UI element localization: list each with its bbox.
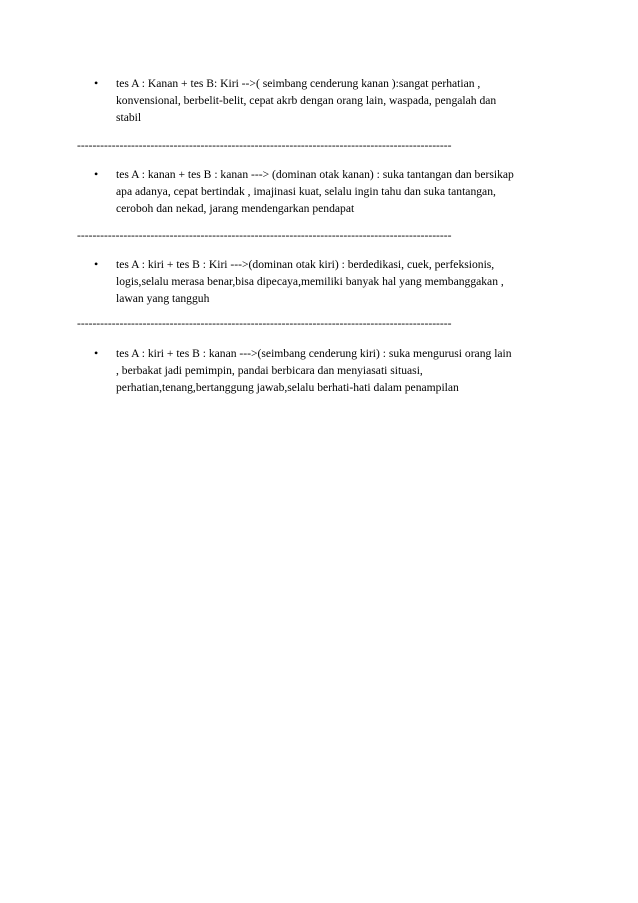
separator-line: -------------------------------------------------------------------------------------------------: [77, 317, 452, 330]
list-item-line: stabil: [116, 111, 142, 124]
list-item: [116, 166, 568, 217]
bullet-icon: •: [94, 76, 99, 90]
list-item-line: konvensional, berbelit-belit, cepat akrb dengan orang lain, waspada, pengalah dan: [116, 94, 497, 107]
list-item-line: , berbakat jadi pemimpin, pandai berbicara dan menyiasati situasi,: [116, 364, 423, 377]
list-item-line: tes A : kiri + tes B : kanan --->(seimbang cenderung kiri) : suka mengurusi orang lain: [116, 347, 512, 360]
list-item: [116, 75, 568, 126]
list-item: [116, 256, 568, 307]
separator-line: -------------------------------------------------------------------------------------------------: [77, 139, 452, 152]
bullet-icon: •: [94, 346, 99, 360]
list-item-line: tes A : Kanan + tes B: Kiri -->( seimbang cenderung kanan ):sangat perhatian ,: [116, 77, 481, 90]
list-item-line: tes A : kanan + tes B : kanan ---> (dominan otak kanan) : suka tantangan dan bersikap: [116, 168, 514, 181]
list-item-line: logis,selalu merasa benar,bisa dipecaya,memiliki banyak hal yang membanggakan ,: [116, 275, 504, 288]
list-item-line: perhatian,tenang,bertanggung jawab,selalu berhati-hati dalam penampilan: [116, 381, 459, 394]
list-item-line: lawan yang tangguh: [116, 292, 210, 305]
list-item: [116, 345, 568, 396]
bullet-icon: •: [94, 257, 99, 271]
list-item-line: tes A : kiri + tes B : Kiri --->(dominan otak kiri) : berdedikasi, cuek, perfeksionis,: [116, 258, 495, 271]
list-item-line: apa adanya, cepat bertindak , imajinasi kuat, selalu ingin tahu dan suka tantangan,: [116, 185, 496, 198]
list-item-line: ceroboh dan nekad, jarang mendengarkan pendapat: [116, 202, 355, 215]
separator-line: -------------------------------------------------------------------------------------------------: [77, 229, 452, 242]
bullet-icon: •: [94, 167, 99, 181]
